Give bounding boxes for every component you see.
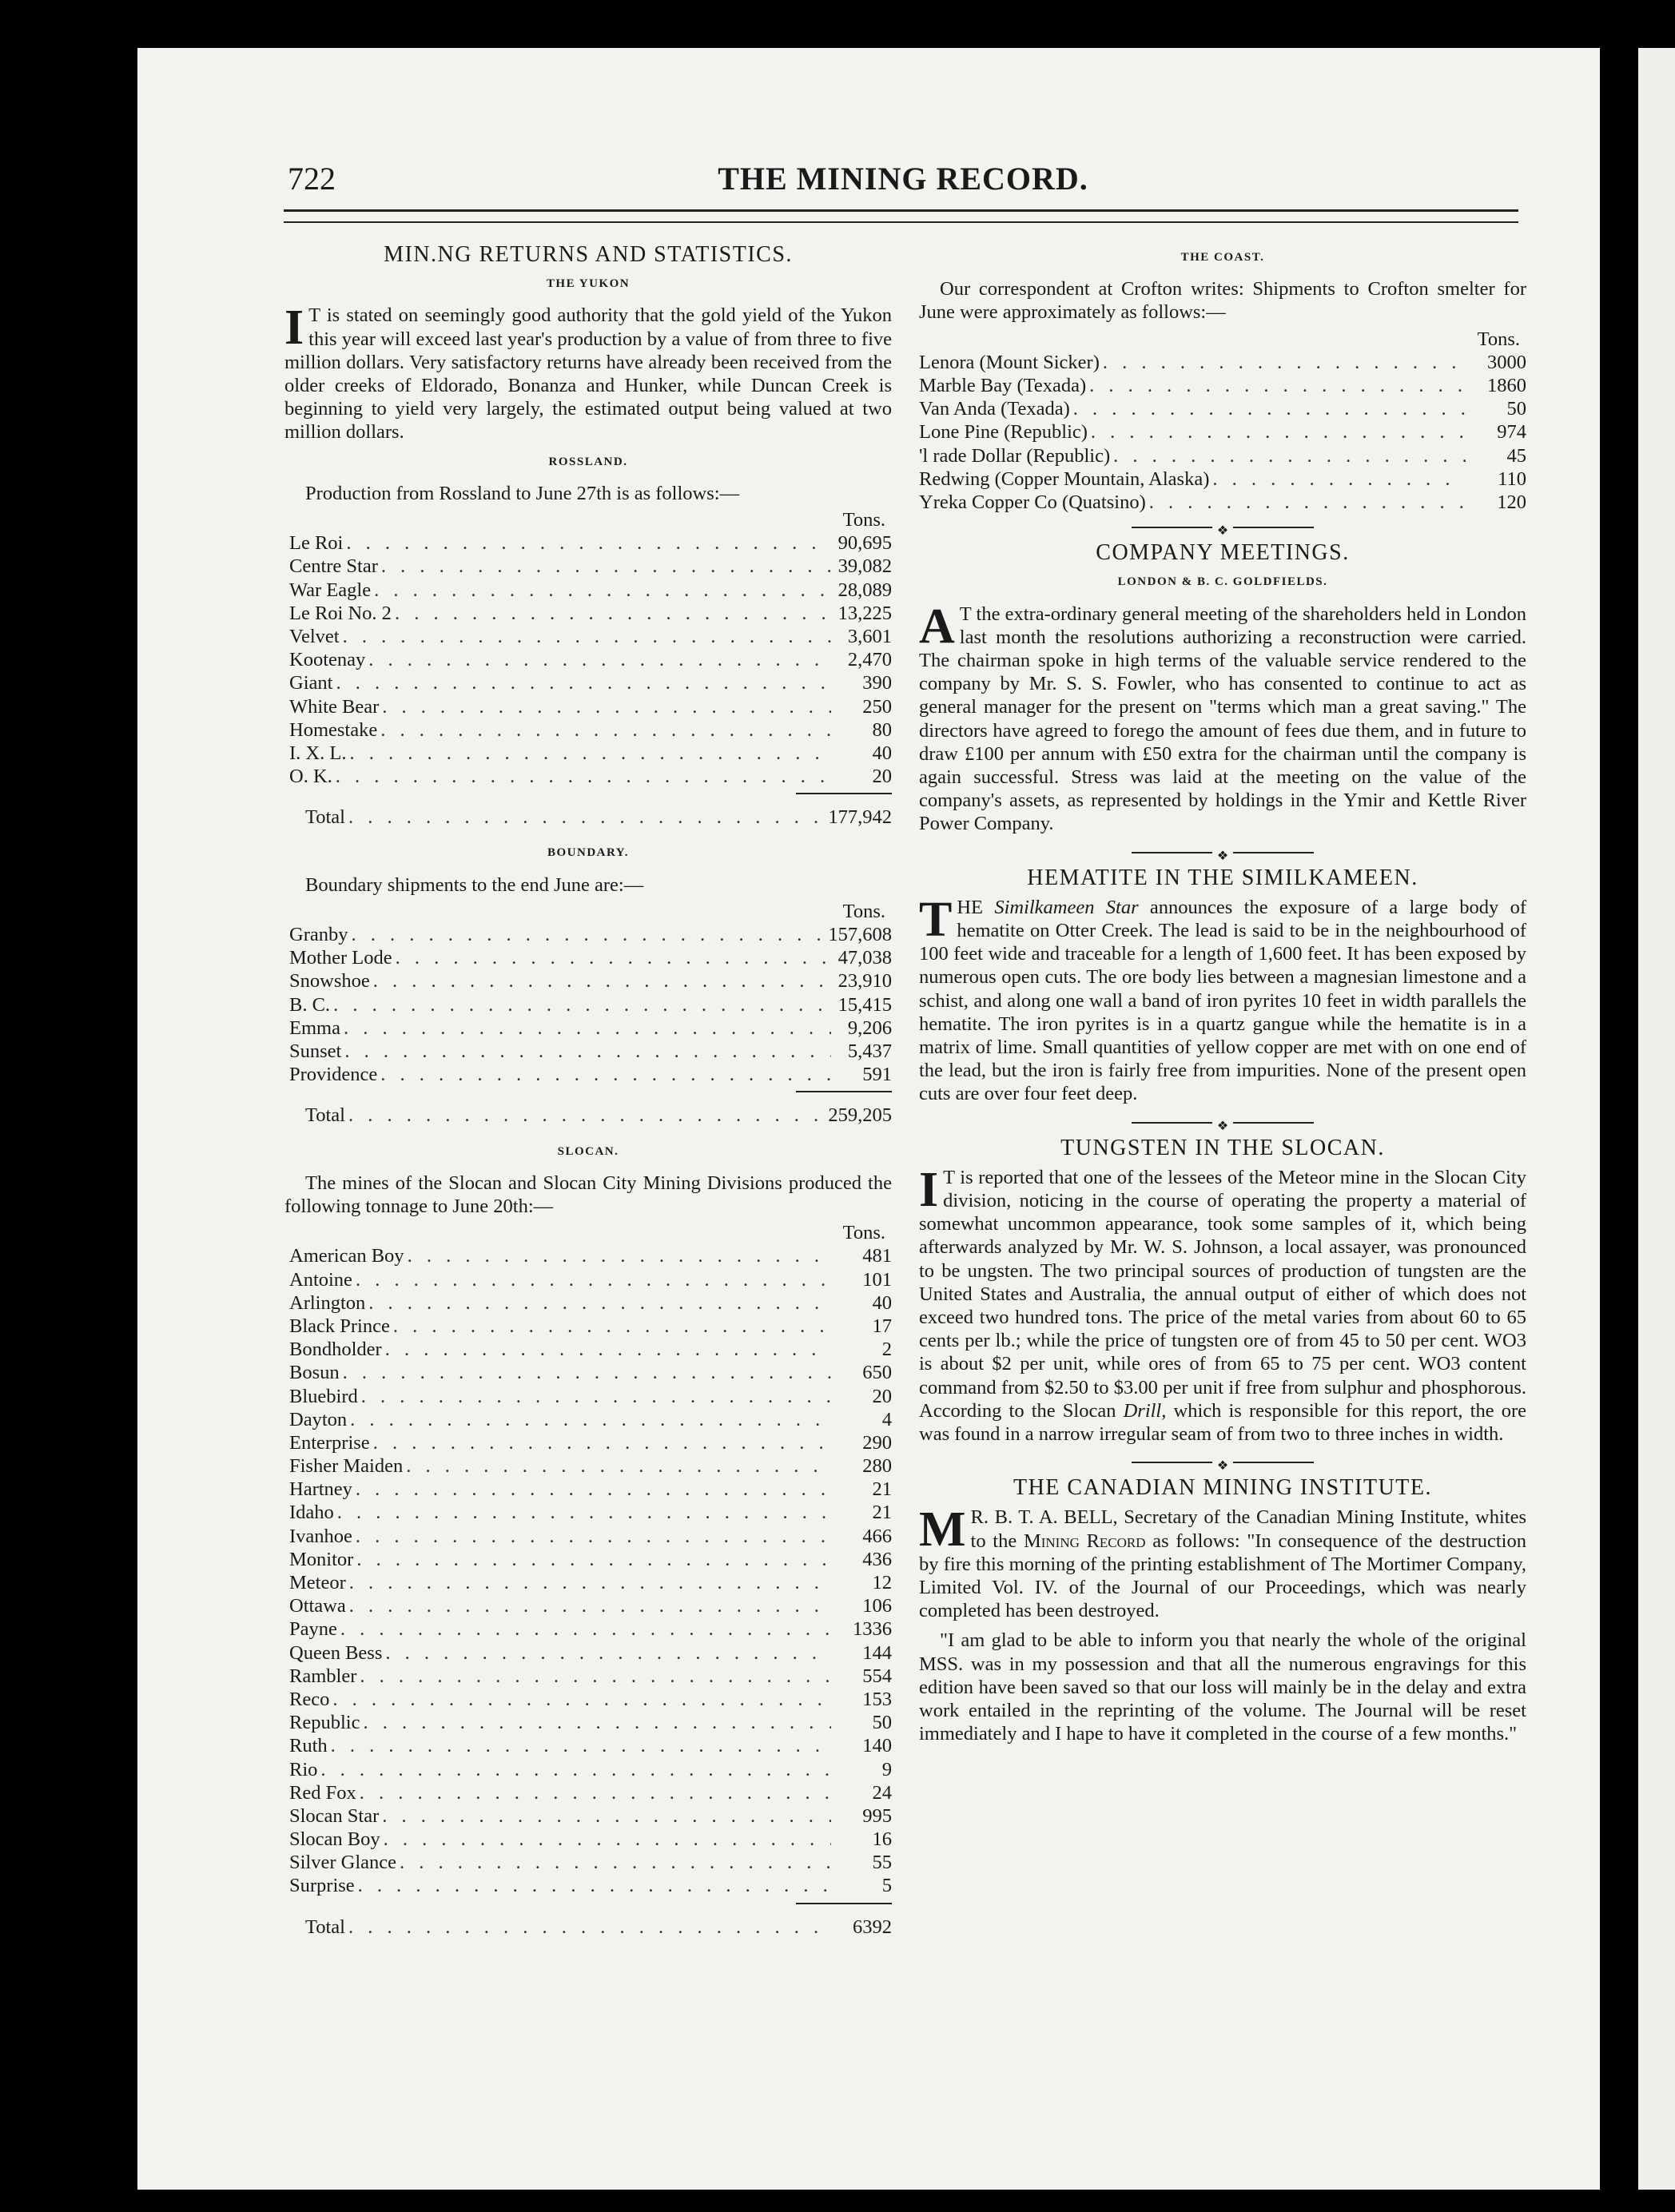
row-value: 50 [1506, 398, 1526, 420]
row-value: 90,695 [838, 532, 892, 555]
row-value: 23,910 [838, 970, 892, 993]
table-row [289, 1804, 892, 1828]
row-name: I. X. L. [289, 742, 347, 764]
row-name: Arlington [289, 1291, 366, 1314]
row-value: 21 [872, 1478, 892, 1501]
page-header [288, 160, 1518, 208]
leader-dots [1113, 444, 1466, 467]
table-row [289, 1431, 892, 1454]
row-value: 554 [862, 1665, 892, 1687]
leader-dots [349, 1571, 831, 1594]
row-name: B. C. [289, 993, 331, 1016]
row-name: Rambler [289, 1665, 357, 1687]
boundary-intro: Boundary shipments to the end June are:— [305, 873, 644, 896]
leader-dots [344, 1040, 831, 1063]
table-row [289, 969, 892, 993]
leader-dots [380, 1063, 831, 1086]
row-name: Sunset [289, 1040, 342, 1063]
leader-dots [406, 1454, 831, 1478]
coast-table [919, 351, 1526, 514]
row-name: O. K. [289, 766, 332, 788]
row-name: Slocan Boy [289, 1828, 380, 1851]
row-name: Le Roi No. 2 [289, 602, 392, 624]
table-row [919, 351, 1526, 374]
row-name: Le Roi [289, 532, 344, 555]
row-value: 2 [881, 1339, 892, 1361]
total-rule [796, 1091, 892, 1092]
table-row [289, 602, 892, 625]
table-row [289, 993, 892, 1016]
drop-cap: T [919, 892, 953, 947]
leader-dots [1103, 351, 1466, 374]
table-row [289, 1244, 892, 1267]
hematite-title: HEMATITE IN THE SIMILKAMEEN. [1027, 865, 1418, 890]
institute-paragraph-2: "I am glad to be able to inform you that nearly the whole of the original MSS. was in my possession and that all the numerous engravings for this edition have been saved so that our loss will mainly be in the delay and extra work entailed in the reprinting of the volume. The Journal will be reset immediately and I hape to have it completed in the course of a few months." [919, 1629, 1526, 1745]
row-name: Red Fox [289, 1781, 356, 1804]
row-value: 15,415 [838, 993, 892, 1016]
leader-dots [356, 1478, 831, 1501]
leader-dots [349, 1594, 831, 1617]
company-paragraph: A T the extra-ordinary general meeting of the shareholders held in London last month the resolutions authorizing a reconstruction were carried. The chairman spoke in high terms of the valuable service rendered to the company by Mr. S. S. Fowler, who has consented to continue to act as general manager for the present on "terms which man a great saving." The directors have agreed to forego the amount of fees due them, and in future to draw £100 per annum with £50 extra for the chairman until the company is again successful. Stress was laid at the meeting on the value of the company's assets, as represented by holdings in the Ymir and Kettle River Power Company. [919, 599, 1526, 835]
table-row [289, 671, 892, 694]
row-value: 13,225 [838, 602, 892, 624]
table-row [289, 1641, 892, 1665]
row-name: Bondholder [289, 1339, 382, 1361]
row-name: War Eagle [289, 579, 372, 601]
table-row [289, 1781, 892, 1804]
yukon-paragraph: I T is stated on seemingly good authority that the gold yield of the Yukon this year will exceed last year's production by a value of from three to five million dollars. Very satisfactory returns have already been received from the older creeks of Eldorado, Bonanza and Hunker, while Duncan Creek is beginning to yield very largely, the estimated output being valued at two million dollars. [284, 300, 892, 444]
table-row [289, 923, 892, 946]
page-number: 722 [288, 161, 336, 197]
row-value: 17 [872, 1315, 892, 1337]
table-row [919, 374, 1526, 397]
row-name: Ivanhoe [289, 1525, 352, 1547]
row-name: White Bear [289, 695, 380, 718]
leader-dots [1149, 491, 1466, 514]
row-value: 436 [862, 1548, 892, 1570]
coast-tons-label: Tons. [1477, 328, 1520, 350]
leader-dots [337, 1501, 831, 1524]
table-row [289, 1315, 892, 1338]
row-name: Payne [289, 1618, 337, 1641]
table-row [919, 491, 1526, 514]
row-name: Dayton [289, 1408, 348, 1430]
header-rule [284, 209, 1518, 223]
leader-dots [356, 1548, 831, 1571]
table-row [289, 1851, 892, 1874]
row-value: 9 [881, 1758, 892, 1780]
row-value: 5,437 [847, 1040, 892, 1063]
row-value: 591 [862, 1064, 892, 1086]
row-value: 106 [862, 1595, 892, 1617]
table-row [289, 1454, 892, 1478]
boundary-heading: BOUNDARY. [547, 846, 629, 860]
row-value: 2,470 [847, 649, 892, 671]
leader-dots [380, 718, 831, 742]
leader-dots [368, 1291, 831, 1315]
table-row [289, 1408, 892, 1431]
table-row [919, 420, 1526, 444]
table-row [289, 1828, 892, 1851]
row-name: Mother Lode [289, 947, 392, 969]
table-row [289, 1016, 892, 1040]
row-name: Silver Glance [289, 1852, 397, 1874]
coast-intro: Our correspondent at Crofton writes: Shipments to Crofton smelter for June were approximately as follows:— [919, 278, 1526, 324]
table-row [289, 742, 892, 765]
row-name: Velvet [289, 625, 340, 647]
row-value: 250 [862, 695, 892, 718]
row-name: Fisher Maiden [289, 1455, 404, 1478]
table-row [289, 1734, 892, 1757]
row-name: Centre Star [289, 555, 378, 578]
row-name: Rio [289, 1758, 318, 1780]
row-name: Queen Bess [289, 1641, 383, 1664]
row-value: 55 [872, 1852, 892, 1874]
row-value: 140 [862, 1735, 892, 1757]
row-name: Enterprise [289, 1431, 370, 1454]
rossland-total: Total . . . 177,942 [284, 806, 892, 829]
row-name: Meteor [289, 1572, 346, 1594]
row-name: Van Anda (Texada) [919, 398, 1070, 420]
table-row [289, 946, 892, 969]
rossland-heading: ROSSLAND. [548, 455, 628, 468]
tungsten-paragraph: I T is reported that one of the lessees of the Meteor mine in the Slocan City division, noticing in the course of operating the property a material of somewhat uncommon appearance, took some samples of it, which being afterwards analyzed by Mr. W. S. Johnson, a local assayer, was pronounced to be ungsten. The two principal sources of production of tungsten are the United States and Australia, the annual output of either of which does not exceed two hundred tons. The price of the metal varies from about 60 to 65 cents per lb.; while the price of tungsten ore of from 45 to 50 per cent. WO3 is about $2 per unit, while ores of from 65 to 75 per cent. WO3 content command from $2.50 to $3.00 per unit if free from sulphur and phosphorous. According to the Slocan Drill, which is responsible for this report, the ore was found in a narrow irregular seam of from two to three inches in width. [919, 1162, 1527, 1446]
leader-dots [368, 648, 831, 671]
row-value: 650 [862, 1362, 892, 1384]
row-name: 'l rade Dollar (Republic) [919, 444, 1111, 467]
row-name: Giant [289, 672, 333, 694]
leader-dots [360, 1781, 831, 1804]
slocan-tons-label: Tons. [842, 1222, 885, 1244]
yukon-heading: THE YUKON [546, 277, 631, 291]
leader-dots [333, 993, 831, 1016]
company-meetings-title: COMPANY MEETINGS. [1096, 540, 1350, 566]
table-row [289, 1688, 892, 1711]
leader-dots [1091, 420, 1466, 444]
row-name: Slocan Star [289, 1804, 380, 1827]
tungsten-title: TUNGSTEN IN THE SLOCAN. [1060, 1135, 1385, 1160]
article-title-statistics: MIN.NG RETURNS AND STATISTICS. [384, 242, 793, 267]
row-name: Emma [289, 1016, 340, 1039]
boundary-table [284, 923, 892, 1086]
slocan-intro: The mines of the Slocan and Slocan City Mining Divisions produced the following tonnage to June 20th:— [284, 1172, 892, 1217]
leader-dots [1073, 397, 1466, 420]
adjacent-page-edge [1638, 48, 1675, 2190]
table-row [289, 1617, 892, 1641]
table-row [919, 444, 1526, 467]
leader-dots [343, 1361, 831, 1384]
table-row [289, 718, 892, 742]
slocan-table [284, 1244, 892, 1897]
table-row [289, 579, 892, 602]
row-value: 12 [872, 1572, 892, 1594]
table-row [289, 531, 892, 555]
table-row [919, 397, 1526, 420]
journal-title: THE MINING RECORD. [718, 161, 1088, 197]
row-value: 110 [1498, 467, 1526, 490]
row-value: 24 [872, 1781, 892, 1804]
leader-dots [343, 625, 831, 648]
coast-heading: THE COAST. [1180, 251, 1265, 264]
leader-dots [356, 1268, 831, 1291]
rossland-tons-label: Tons. [842, 509, 885, 531]
row-value: 995 [862, 1804, 892, 1827]
leader-dots [373, 1431, 831, 1454]
leader-dots [346, 531, 831, 555]
row-name: Ottawa [289, 1595, 346, 1617]
row-value: 101 [862, 1268, 892, 1291]
row-value: 45 [1506, 444, 1526, 467]
hematite-paragraph: THE Similkameen Star announces the exposure of a large body of hematite on Otter Creek. The lead is said to be in the neighbourhood of 100 feet wide and traceable for a length of 1,600 feet. It has been exposed by numerous open cuts. The ore body lies between a magnesian limestone and a schist, and along one wall a band of iron pyrites 10 feet in width parallels the hematite. The iron pyrites is in a quartz gangue while the hematite is in a matrix of lime. Small quantities of yellow copper are met with on one end of the lead, but the iron is fairly free from impurities. None of the present open cuts are over four feet deep. [919, 892, 1526, 1105]
row-name: Lenora (Mount Sicker) [919, 351, 1100, 373]
leader-dots [384, 1828, 831, 1851]
leader-dots [350, 1408, 831, 1431]
row-value: 1336 [853, 1618, 892, 1641]
row-value: 3000 [1487, 351, 1526, 373]
row-name: Republic [289, 1712, 360, 1734]
institute-paragraph-1: M R. B. T. A. BELL, Secretary of the Canadian Mining Institute, whites to the Mining Record as follows: "In consequence of the destruction by fire this morning of the printing establishment of The Mortimer Company, Limited Vol. IV. of the Journal of our Proceedings, which was nearly completed has been destroyed. [919, 1502, 1526, 1622]
table-row [289, 695, 892, 718]
row-value: 47,038 [838, 947, 892, 969]
table-row [289, 625, 892, 648]
total-rule [796, 793, 892, 794]
table-row [289, 1063, 892, 1086]
leader-dots [400, 1851, 831, 1874]
row-name: Bosun [289, 1362, 340, 1384]
leader-dots [332, 1688, 831, 1711]
table-row [289, 1478, 892, 1501]
row-name: Kootenay [289, 649, 366, 671]
table-row [289, 765, 892, 788]
row-value: 5 [881, 1875, 892, 1897]
row-name: Providence [289, 1064, 378, 1086]
table-row [289, 1361, 892, 1384]
rossland-table [284, 531, 892, 788]
right-column [919, 240, 1526, 1752]
row-name: Yreka Copper Co (Quatsino) [919, 491, 1146, 513]
table-row [289, 1338, 892, 1361]
leader-dots [396, 946, 831, 969]
table-row [289, 1665, 892, 1688]
leader-dots [344, 1016, 831, 1040]
table-row [289, 1571, 892, 1594]
leader-dots [363, 1711, 831, 1734]
boundary-total: Total . . . 259,205 [284, 1104, 892, 1127]
table-row [289, 1548, 892, 1571]
slocan-heading: SLOCAN. [557, 1144, 619, 1158]
rossland-intro: Production from Rossland to June 27th is as follows:— [305, 482, 740, 504]
leader-dots [381, 555, 831, 578]
row-value: 20 [872, 766, 892, 788]
row-value: 9,206 [847, 1016, 892, 1039]
row-name: Snowshoe [289, 970, 370, 993]
leader-dots [1212, 467, 1466, 491]
row-value: 153 [862, 1688, 892, 1710]
leader-dots [385, 1641, 831, 1665]
row-name: Surprise [289, 1875, 355, 1897]
leader-dots [358, 1874, 831, 1897]
row-value: 157,608 [828, 924, 892, 946]
leader-dots [356, 1525, 831, 1548]
row-value: 466 [862, 1525, 892, 1547]
total-rule [796, 1903, 892, 1904]
leader-dots [349, 742, 831, 765]
table-row [289, 648, 892, 671]
row-value: 50 [872, 1712, 892, 1734]
row-value: 481 [862, 1245, 892, 1267]
boundary-tons-label: Tons. [842, 900, 885, 922]
row-value: 80 [872, 718, 892, 741]
row-name: American Boy [289, 1245, 404, 1267]
section-divider: ❖ [919, 1452, 1526, 1473]
leader-dots [393, 1315, 831, 1338]
table-row [289, 1501, 892, 1524]
slocan-total: Total . . . 6392 [284, 1916, 892, 1939]
table-row [289, 1594, 892, 1617]
row-name: Granby [289, 924, 348, 946]
leader-dots [336, 671, 831, 694]
row-name: Lone Pine (Republic) [919, 421, 1088, 444]
drop-cap: I [919, 1162, 939, 1217]
row-name: Reco [289, 1688, 330, 1710]
leader-dots [373, 969, 831, 993]
row-value: 290 [862, 1431, 892, 1454]
leader-dots [320, 1758, 831, 1781]
row-value: 39,082 [838, 555, 892, 578]
row-value: 3,601 [847, 625, 892, 647]
row-value: 1860 [1487, 375, 1526, 396]
leader-dots [382, 1804, 831, 1828]
row-name: Idaho [289, 1502, 334, 1524]
leader-dots [385, 1338, 831, 1361]
row-value: 120 [1497, 491, 1526, 513]
row-value: 20 [872, 1385, 892, 1407]
table-row [919, 467, 1526, 491]
drop-cap: I [284, 300, 304, 356]
row-value: 390 [862, 672, 892, 694]
row-name: Antoine [289, 1268, 352, 1291]
drop-cap: A [919, 599, 955, 654]
table-row [289, 1385, 892, 1408]
leader-dots [382, 695, 831, 718]
table-row [289, 555, 892, 578]
table-row [289, 1874, 892, 1897]
row-value: 4 [881, 1408, 892, 1430]
row-name: Homestake [289, 718, 378, 741]
leader-dots [408, 1244, 831, 1267]
row-value: 144 [862, 1641, 892, 1664]
leader-dots [374, 579, 831, 602]
row-name: Monitor [289, 1548, 354, 1570]
table-row [289, 1268, 892, 1291]
leader-dots [336, 765, 831, 788]
row-value: 280 [862, 1455, 892, 1478]
leader-dots [1089, 374, 1466, 397]
table-row [289, 1525, 892, 1548]
section-divider: ❖ [919, 517, 1526, 538]
row-name: Black Prince [289, 1315, 390, 1337]
drop-cap: M [919, 1502, 966, 1558]
leader-dots [395, 602, 831, 625]
section-divider: ❖ [919, 1112, 1526, 1133]
row-value: 40 [872, 742, 892, 764]
row-name: Marble Bay (Texada) [919, 375, 1087, 396]
company-subheading: LONDON & B. C. GOLDFIELDS. [1117, 575, 1328, 589]
row-value: 21 [872, 1502, 892, 1524]
table-row [289, 1040, 892, 1063]
leader-dots [361, 1385, 831, 1408]
row-name: Redwing (Copper Mountain, Alaska) [919, 467, 1210, 490]
row-name: Ruth [289, 1735, 328, 1757]
table-row [289, 1758, 892, 1781]
section-divider: ❖ [919, 842, 1526, 863]
row-value: 28,089 [838, 579, 892, 601]
leader-dots [331, 1734, 831, 1757]
leader-dots [340, 1617, 831, 1641]
institute-title: THE CANADIAN MINING INSTITUTE. [1013, 1475, 1433, 1501]
row-value: 40 [872, 1291, 892, 1314]
row-value: 974 [1497, 421, 1526, 444]
row-name: Bluebird [289, 1385, 358, 1407]
table-row [289, 1291, 892, 1315]
table-row [289, 1711, 892, 1734]
leader-dots [360, 1665, 831, 1688]
left-column [284, 240, 892, 1939]
row-value: 16 [872, 1828, 892, 1851]
row-name: Hartney [289, 1478, 352, 1501]
leader-dots [351, 923, 823, 946]
